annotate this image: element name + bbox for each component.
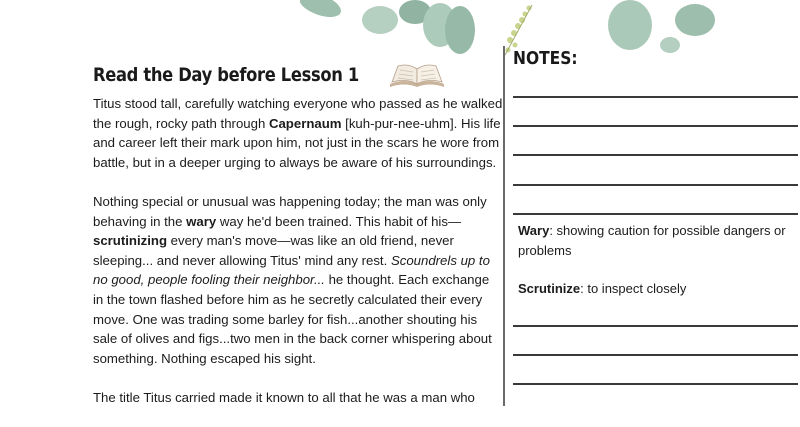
lesson-title: Read the Day before Lesson 1: [93, 64, 359, 86]
story-run: [kuh-pur-nee-uhm]. His life and career left their mark upon him, not just in the scars he wore from battle, but in a deeper urging to always be aware of his surroundings.: [93, 115, 501, 170]
note-line: [513, 354, 798, 356]
note-line: [513, 184, 798, 186]
open-book-icon: [384, 60, 450, 90]
story-run: Nothing special or unusual was happening today; the man was only behaving in the: [93, 193, 487, 229]
story-run: he thought. Each exchange in the town flashed before him as he secretly calculated their every move. One was trading some barley for fish...another shouting his sale of olives and figs...two men in the back corner whispering about something. Nothing escaped his sight.: [93, 272, 492, 366]
note-line: [513, 125, 798, 127]
note-line: [513, 383, 798, 385]
vocab-word: wary: [186, 213, 217, 229]
vocab-wary: [518, 221, 798, 261]
notes-title: NOTES:: [513, 48, 578, 69]
story-run: The title Titus carried made it known to all that he was a man who: [93, 389, 475, 405]
notes-panel: [513, 48, 798, 296]
vocab-definition: : showing caution for possible dangers or problems: [518, 223, 786, 258]
vocab-scrutinize: [518, 279, 798, 299]
story-paragraph: [93, 388, 503, 408]
vocab-term: Wary: [518, 223, 550, 238]
lesson-header: [93, 60, 503, 90]
note-line: [513, 154, 798, 156]
lesson-column: [93, 60, 503, 427]
italic-thought: Scoundrels up to no good, people fooling their neighbor...: [93, 252, 490, 288]
column-divider: [503, 46, 505, 406]
vocab-term: Scrutinize: [518, 281, 581, 296]
story-text: [93, 94, 503, 408]
note-line: [513, 213, 798, 215]
story-run: every man's move—was like an old friend, never sleeping... and never allowing Titus' mind any rest.: [93, 233, 454, 268]
vocab-definition: : to inspect closely: [580, 281, 687, 296]
story-run: Titus stood tall, carefully watching everyone who passed as he walked the rough, rocky path through: [93, 96, 503, 131]
vocab-word: Capernaum: [268, 115, 342, 131]
story-paragraph: [93, 94, 503, 172]
story-paragraph: [93, 192, 503, 368]
note-line: [513, 96, 798, 98]
vocab-word: scrutinizing: [93, 233, 167, 249]
story-run: way he'd been trained. This habit of his—: [216, 213, 462, 229]
note-line: [513, 325, 798, 327]
